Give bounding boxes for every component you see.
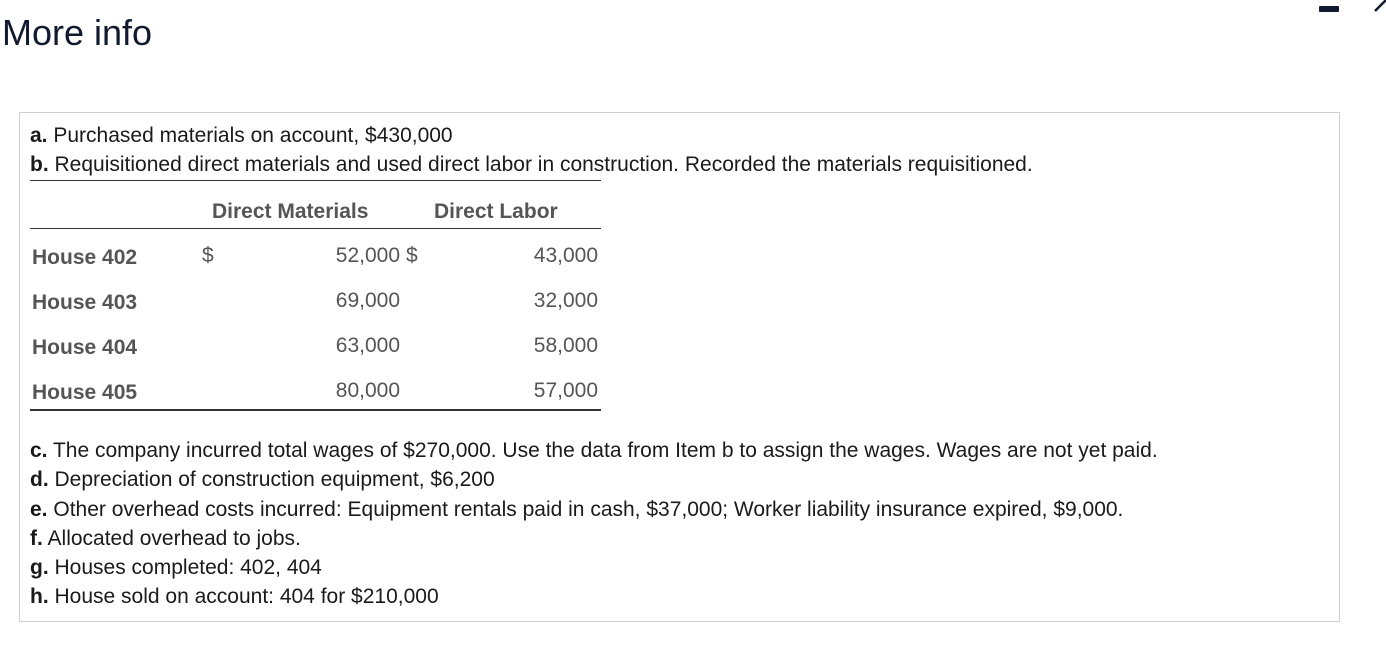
item-e-text: Other overhead costs incurred: Equipment rentals paid in cash, $37,000; Worker liability insurance expired, $9,000. xyxy=(53,498,1124,521)
table-header-rule xyxy=(30,228,601,229)
row-label: House 405 xyxy=(32,381,138,404)
close-icon[interactable] xyxy=(1372,0,1386,22)
item-h xyxy=(30,584,439,610)
direct-labor-value: 43,000 xyxy=(533,244,598,267)
item-f-label: f. xyxy=(30,527,43,550)
direct-labor-value: 58,000 xyxy=(533,334,598,357)
minimize-icon[interactable] xyxy=(1319,6,1339,12)
table-bottom-rule xyxy=(30,409,601,411)
item-a xyxy=(30,123,453,149)
item-a-text: Purchased materials on account, $430,000 xyxy=(53,124,453,147)
item-d xyxy=(30,467,495,493)
info-panel xyxy=(19,112,1340,622)
currency-symbol: $ xyxy=(202,244,214,267)
row-label: House 402 xyxy=(32,246,138,269)
item-d-label: d. xyxy=(30,468,49,491)
direct-materials-value: 52,000 xyxy=(335,244,400,267)
row-label: House 404 xyxy=(32,336,138,359)
direct-materials-value: 63,000 xyxy=(335,334,400,357)
item-b-label: b. xyxy=(30,153,49,176)
direct-labor-value: 57,000 xyxy=(533,379,598,402)
item-a-label: a. xyxy=(30,124,48,147)
item-f-text: Allocated overhead to jobs. xyxy=(47,527,301,550)
item-e-label: e. xyxy=(30,498,48,521)
item-g xyxy=(30,555,322,581)
direct-materials-value: 80,000 xyxy=(335,379,400,402)
item-h-label: h. xyxy=(30,585,49,608)
currency-symbol: $ xyxy=(406,244,418,267)
item-g-text: Houses completed: 402, 404 xyxy=(54,556,322,579)
item-f xyxy=(30,526,301,552)
item-e xyxy=(30,497,1123,523)
item-c-text: The company incurred total wages of $270,000. Use the data from Item b to assign the wages. Wages are not yet paid. xyxy=(52,439,1158,462)
header-direct-labor: Direct Labor xyxy=(434,200,558,223)
item-d-text: Depreciation of construction equipment, $6,200 xyxy=(54,468,495,491)
direct-materials-value: 69,000 xyxy=(335,289,400,312)
direct-labor-value: 32,000 xyxy=(533,289,598,312)
divider xyxy=(30,180,601,181)
item-b-text: Requisitioned direct materials and used direct labor in construction. Recorded the materials requisitioned. xyxy=(54,153,1033,176)
header-direct-materials: Direct Materials xyxy=(212,200,369,223)
item-h-text: House sold on account: 404 for $210,000 xyxy=(54,585,439,608)
row-label: House 403 xyxy=(32,291,138,314)
dialog-title: More info xyxy=(2,12,153,53)
item-b xyxy=(30,152,1033,178)
item-c-label: c. xyxy=(30,439,48,462)
item-g-label: g. xyxy=(30,556,49,579)
item-c xyxy=(30,438,1158,464)
